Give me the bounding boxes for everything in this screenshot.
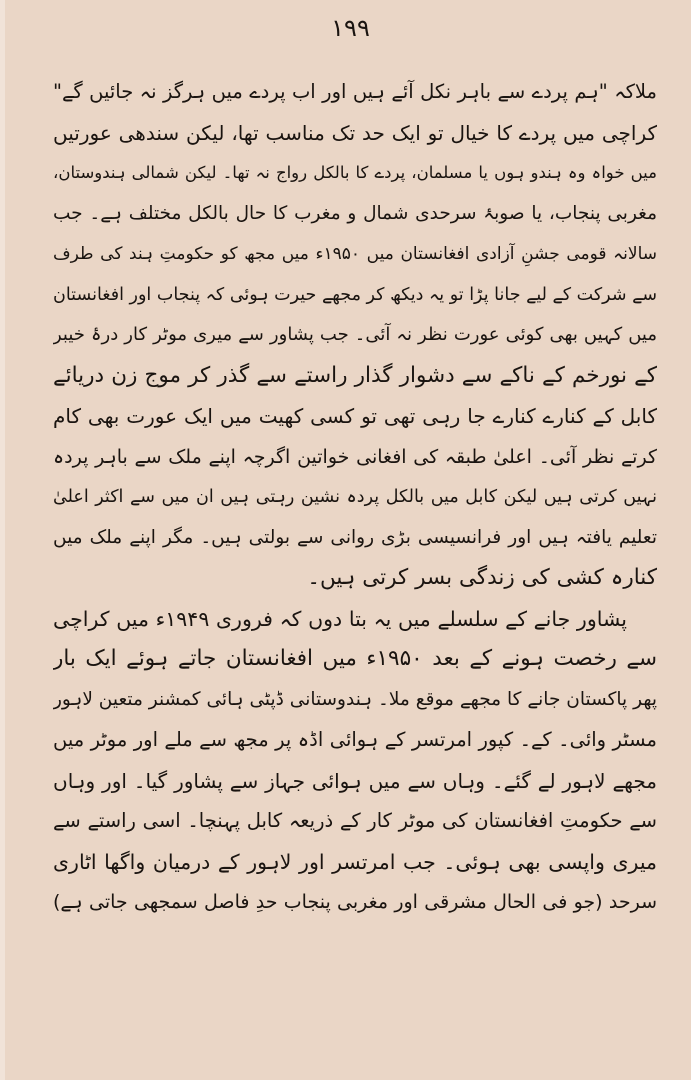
text-line: میری واپسی بھی ہوئی۔ جب امرتسر اور لاہور کے درمیان واگھا اٹاری [53, 849, 657, 874]
text-line: سے رخصت ہونے کے بعد ۱۹۵۰ء میں افغانستان جاتے ہوئے ایک بار [53, 646, 657, 671]
text-line: کراچی میں پردے کا خیال تو ایک حد تک مناسب تھا، لیکن سندھی عورتیں [53, 120, 657, 145]
text-line: نہیں کرتی ہیں لیکن کابل میں بالکل پردہ نشین رہتی ہیں ان میں سے اکثر اعلیٰ [53, 487, 657, 507]
text-line: سے شرکت کے لیے جانا پڑا تو یہ دیکھ کر مجھے حیرت ہوئی کہ پنجاب اور افغانستان [53, 284, 657, 305]
text-line: کے نورخم کے ناکے سے دشوار گذار راستے سے گذر کر موج زن دریائے [53, 362, 657, 388]
text-line: مجھے لاہور لے گئے۔ وہاں سے میں ہوائی جہاز سے پشاور گیا۔ اور وہاں [53, 768, 657, 793]
text-line: کرتے نظر آئی۔ اعلیٰ طبقہ کی افغانی خواتین اگرچہ اپنے ملک سے باہر پردہ [53, 445, 657, 468]
text-line: تعلیم یافتہ ہیں اور فرانسیسی بڑی روانی سے بولتی ہیں۔ مگر اپنے ملک میں [53, 526, 657, 548]
text-line: ملاکہ "ہم پردے سے باہر نکل آئے ہیں اور اب پردے میں ہرگز نہ جائیں گے" [53, 80, 657, 103]
text-line: کابل کے کنارے کنارے جا رہی تھی تو کسی کھیت میں ایک عورت بھی کام [53, 404, 657, 428]
text-line-paragraph-end: کنارہ کشی کی زندگی بسر کرتی ہیں۔ [307, 565, 657, 590]
text-line: سرحد (جو فی الحال مشرقی اور مغربی پنجاب حدِ فاصل سمجھی جاتی ہے) [53, 891, 657, 913]
text-line: میں کہیں بھی کوئی عورت نظر نہ آئی۔ جب پشاور سے میری موٹر کار درۂ خیبر [53, 324, 657, 345]
page-number: ۱۹۹ [331, 14, 370, 42]
text-line: پھر پاکستان جانے کا مجھے موقع ملا۔ ہندوستانی ڈپٹی ہائی کمشنر متعین لاہور [53, 688, 657, 710]
text-line: مغربی پنجاب، یا صوبۂ سرحدی شمال و مغرب کا حال بالکل مختلف ہے۔ جب [53, 202, 657, 224]
text-line: میں خواہ وہ ہندو ہوں یا مسلمان، پردے کا بالکل رواج نہ تھا۔ لیکن شمالی ہندوستان، [53, 163, 657, 182]
text-line: مسٹر وائی۔ کے۔ کپور امرتسر کے ہوائی اڈہ پر مجھ سے ملے اور موٹر میں [53, 728, 657, 751]
body-text [53, 72, 657, 923]
text-line: سے حکومتِ افغانستان کی موٹر کار کے ذریعہ کابل پہنچا۔ اسی راستے سے [53, 809, 657, 832]
text-line-paragraph-start: پشاور جانے کے سلسلے میں یہ بتا دوں کہ فروری ۱۹۴۹ء میں کراچی [53, 606, 627, 631]
text-line: سالانہ قومی جشنِ آزادی افغانستان میں ۱۹۵۰ء میں مجھ کو حکومتِ ہند کی طرف [53, 244, 657, 264]
